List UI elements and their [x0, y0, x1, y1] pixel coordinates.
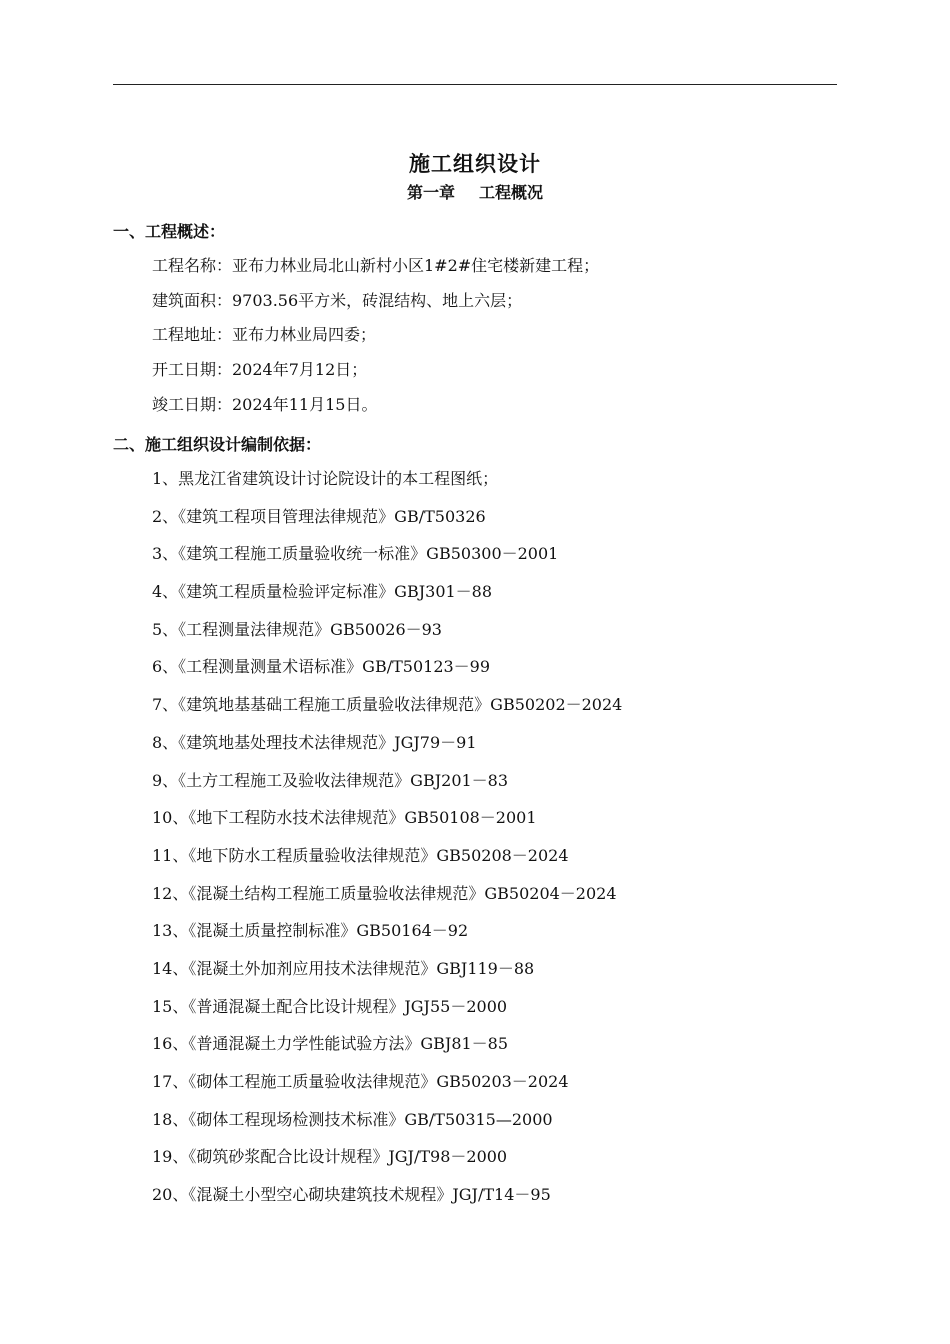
list-item: 19、《砌筑砂浆配合比设计规程》JGJ/T98－2000 — [152, 1147, 508, 1167]
list-item: 12、《混凝土结构工程施工质量验收法律规范》GB50204－2024 — [152, 883, 617, 903]
list-item: 8、《建筑地基处理技术法律规范》JGJ79－91 — [152, 732, 477, 752]
list-item: 6、《工程测量测量术语标准》GB/T50123－99 — [152, 657, 491, 677]
list-item: 7、《建筑地基基础工程施工质量验收法律规范》GB50202－2024 — [152, 695, 623, 715]
list-item: 2、《建筑工程项目管理法律规范》GB/T50326 — [152, 506, 486, 526]
list-item: 17、《砌体工程施工质量验收法律规范》GB50203－2024 — [152, 1072, 569, 1091]
project-address: 工程地址：亚布力林业局四委； — [152, 325, 377, 345]
building-area: 建筑面积：9703.56平方米，砖混结构、地上六层； — [152, 290, 523, 310]
list-item: 10、《地下工程防水技术法律规范》GB50108－2001 — [152, 808, 537, 828]
list-item: 14、《混凝土外加剂应用技术法律规范》GBJ119－88 — [152, 958, 535, 978]
page-title: 施工组织设计 — [409, 152, 541, 176]
list-item: 3、《建筑工程施工质量验收统一标准》GB50300－2001 — [152, 544, 559, 564]
chapter-title: 工程概况 — [479, 183, 544, 202]
basis-list — [0, 468, 623, 1222]
project-name: 工程名称：亚布力林业局北山新村小区1#2#住宅楼新建工程； — [152, 256, 600, 275]
list-item: 4、《建筑工程质量检验评定标准》GBJ301－88 — [152, 582, 493, 602]
list-item: 16、《普通混凝土力学性能试验方法》GBJ81－85 — [152, 1034, 509, 1054]
chapter-heading — [0, 180, 950, 203]
list-item: 1、黑龙江省建筑设计讨论院设计的本工程图纸； — [152, 469, 499, 488]
section-heading-basis: 二、施工组织设计编制依据： — [113, 435, 322, 454]
header-rule — [113, 84, 837, 85]
list-item: 9、《土方工程施工及验收法律规范》GBJ201－83 — [152, 770, 509, 790]
completion-date: 竣工日期：2024年11月15日。 — [152, 394, 378, 414]
list-item: 5、《工程测量法律规范》GB50026－93 — [152, 619, 442, 639]
section-heading-overview: 一、工程概述： — [113, 222, 226, 241]
list-item: 20、《混凝土小型空心砌块建筑技术规程》JGJ/T14－95 — [152, 1185, 551, 1205]
list-item: 13、《混凝土质量控制标准》GB50164－92 — [152, 921, 469, 941]
chapter-number: 第一章 — [406, 183, 455, 202]
list-item: 18、《砌体工程现场检测技术标准》GB/T50315—2000 — [152, 1109, 553, 1129]
list-item: 15、《普通混凝土配合比设计规程》JGJ55－2000 — [152, 996, 508, 1016]
list-item: 11、《地下防水工程质量验收法律规范》GB50208－2024 — [152, 845, 569, 865]
start-date: 开工日期：2024年7月12日； — [152, 360, 368, 380]
overview-list — [0, 255, 600, 428]
